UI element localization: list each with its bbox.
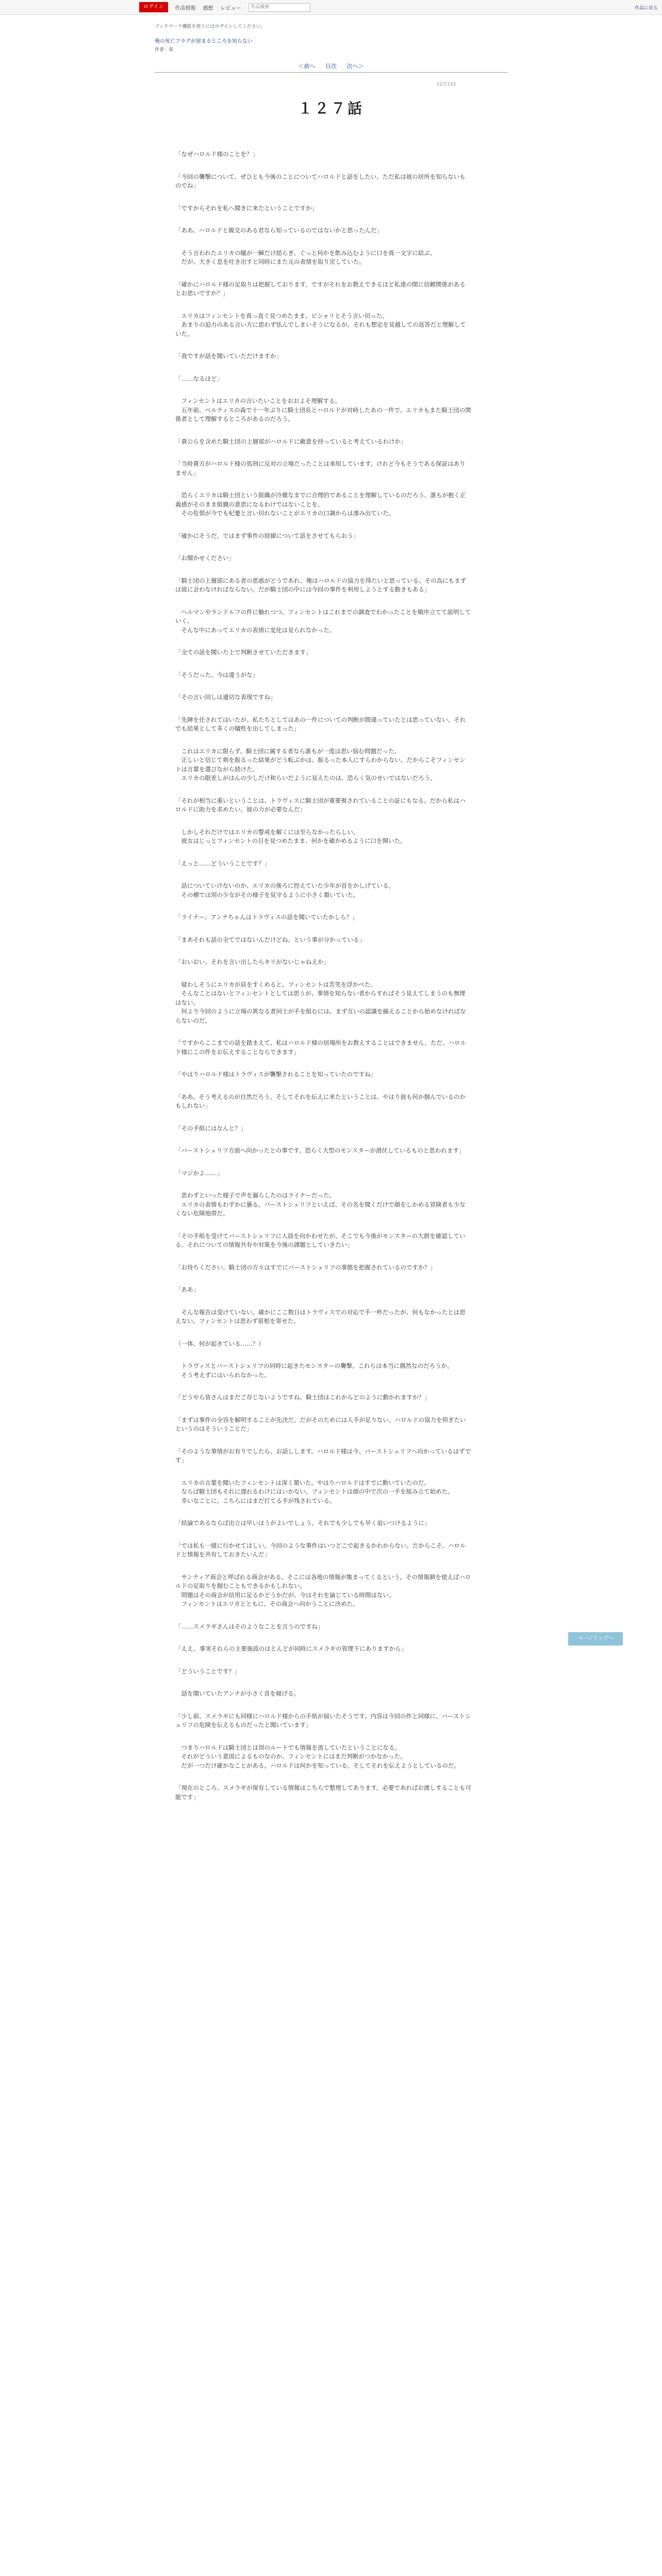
body-paragraph: 「当時貴方がハロルド様の処刑に反対の立場だったことは承知しています。けれど今もそうである保証はありません」 [175, 460, 466, 477]
body-paragraph: つまりハロルドは騎士団とは別のルートでも情報を流していたということになる。 それがどういう意図によるものなのか、フィンセントにはまだ判断がつかなかった。 だが一つだけ確かなことがある。ハロルドは何かを知っている。そしてそれを伝えようとしているのだ。 [181, 1743, 460, 1769]
body-paragraph: 「どういうことです？」 [175, 1667, 241, 1675]
body-paragraph: 「やはりハロルド様はトラヴィスが襲撃されることを知っていたのですね」 [175, 1071, 377, 1078]
prev-chapter-link[interactable]: ＜前へ [298, 63, 316, 70]
nav-impressions[interactable]: 感想 [203, 5, 213, 11]
body-paragraph: 「ライナー、アンナちゃんはトラヴィスの話を聞いていたかしら？」 [175, 913, 358, 921]
body-paragraph: 「そうだった。今は違うがな」 [175, 671, 258, 679]
search-input[interactable] [249, 3, 310, 12]
body-paragraph: 「ですからそれを私へ聞きに来たということですか」 [175, 204, 318, 212]
nav-work-info[interactable]: 作品情報 [175, 5, 196, 11]
login-button[interactable]: ログイン [139, 2, 168, 12]
body-paragraph: 「今回の襲撃について、ぜひとも今後のことについてハロルドと話をしたい。ただ私は彼の居所を知らないものでね」 [175, 173, 466, 189]
body-paragraph: （一体、何が起きている……？） [175, 1340, 264, 1347]
body-paragraph: 疑わしそうにエリカが肩をすくめると、フィンセントは苦笑を浮かべた。 そんなことはないとフィンセントとしては思うが、事情を知らない者からすればそう見えてしまうのも無理はない。 何より今回のように立場の異なる者同士が手を組むには、まず互いの認識を揃えることから始めなければならないのだ。 [175, 980, 466, 1024]
top-nav-inner [139, 0, 310, 14]
body-paragraph: 「そのような事情がお有りでしたら、お話しします。ハロルド様は今、バーストシェリフへ向かっているはずです」 [175, 1447, 471, 1464]
body-paragraph: そう言われたエリカの瞳が一瞬だけ揺らぎ、ぐっと何かを飲み込むように口を真一文字に結ぶ。 だが、大きく息を吐き出すと同時にまた元の表情を取り戻していた。 [181, 249, 436, 265]
notice-suffix: してください。 [233, 24, 266, 29]
notice-prefix: ブックマーク機能を使うには [155, 24, 215, 29]
work-title-link[interactable]: 俺の死亡フラグが留まるところを知らない [155, 39, 253, 44]
author-line [155, 46, 507, 53]
body-paragraph: 「現在のところ、スメラギが保有している情報はこちらで整理してあります。必要であればお渡しすることも可能です」 [175, 1784, 471, 1801]
body-paragraph: サンティア商会と呼ばれる商会がある。そこには各地の情報が集まってくるという。その情報網を使えばハロルドの足取りを掴むこともできるかもしれない。 問題はその商会が信用に足るかどうかだが、今はそれを論じている時間はない。 フィンセントはエリカとともに、その商会へ向かうことに決めた。 [175, 1573, 471, 1607]
page-number: 127/133 [436, 82, 456, 87]
body-paragraph: 「それが相当に重いということは、トラヴィスに騎士団が重要視されていることの証にもなる。だから私はハロルドに助力を求めたい。彼の力が必要なんだ」 [175, 796, 466, 813]
body-paragraph: トラヴィスとバーストシェリフの同時に起きたモンスターの襲撃。これらは本当に偶然なのだろうか。 そう考えずにはいられなかった。 [181, 1362, 453, 1379]
notice-login-link[interactable]: ログイン [214, 24, 233, 29]
body-paragraph: 恐らくエリカは騎士団という組織が冷徹なまでに合理的であることを理解しているのだろう。誰もが抱く正義感がそのまま組織の意思になるわけではないことを。 その危惧が今でも杞憂と言い切れないことがエリカの口調からは滲み出ていた。 [175, 492, 466, 517]
body-paragraph: 思わずといった様子で声を漏らしたのはライナーだった。 エリカの表情もわずかに曇る。バーストシェリフといえば、その名を聞くだけで顔をしかめる冒険者も少なくない危険地帯だ。 [175, 1192, 466, 1217]
body-paragraph: 「マジかよ……」 [175, 1169, 223, 1177]
body-paragraph: 「その手紙にはなんと？」 [175, 1124, 246, 1132]
main-content [155, 23, 507, 1815]
body-paragraph: 「ああ」 [175, 1286, 199, 1293]
body-paragraph: 「どうやら皆さんはまだご存じないようですね。騎士団はこれからどのように動かれますか？」 [175, 1394, 431, 1401]
page-top-button[interactable]: ページトップへ [568, 1632, 623, 1646]
body-paragraph: フィンセントはエリカの言いたいことをおおよそ理解する。 五年前、ベルティスの森で十一年ぶりに騎士団長とハロルドが対峙したあの一件で、エリカもまた騎士団の関係者として理解するところがあるのだろう。 [175, 397, 471, 422]
body-paragraph: 「全ての話を聞いた上で判断させていただきます」 [175, 649, 312, 656]
body-paragraph: 話についていけないのか、エリカの後ろに控えていた少年が首をかしげている。 その横では別の少女がその様子を見守るように小さく頷いていた。 [181, 882, 395, 899]
body-paragraph: 「お待ちください。騎士団の方々はすでにバーストシェリフの事態を把握されているのですか？」 [175, 1263, 436, 1271]
index-link[interactable]: 目次 [325, 63, 337, 70]
body-paragraph: エリカはフィンセントを真っ直ぐ見つめたまま、ピシャリとそう言い切った。 あまりの迫力のある言い方に思わず怯んでしまいそうになるが、それも想定を見越しての返答だと理解していた。 [175, 312, 466, 337]
body-paragraph: 「お聞かせください」 [175, 554, 235, 562]
body-paragraph: 「ええ。事実それらの主要施設のほとんどが同時にスメラギの管理下にありますから」 [175, 1645, 407, 1652]
body-paragraph: これはエリカに限らず、騎士団に属する者なら誰もが一度は思い悩む問題だった。 正しいと信じて剣を振るった結果がどう転ぶかは、振るった本人にすらわからない。だからこそフィンセントは言葉を選びながら続けた。 エリカの眼差しがほんの少しだけ和らいだように見えたのは、恐らく気のせいではないだろう。 [175, 747, 466, 782]
body-paragraph: 「……スメラギさんはそのようなことを言うのですね」 [175, 1622, 324, 1630]
body-paragraph: 「結論であるならば出立は早いほうがよいでしょう。それでも少しでも早く追いつけるように」 [175, 1519, 431, 1527]
body-paragraph: 「バーストシェリフ方面へ向かったとの事です。恐らく大型のモンスターが潜伏しているものと思われます」 [175, 1147, 465, 1154]
body-paragraph: 「では私も一緒に行かせてほしい。今回のような事件はいつどこで起きるかわからない。だからこそ、ハロルドと情報を共有しておきたいんだ」 [175, 1541, 466, 1558]
body-paragraph: ヘルマンやランドルフの件に触れつつ、フィンセントはこれまでの調査でわかったことを順序立てて説明していく。 そんな中にあってエリカの表情に変化は見られなかった。 [175, 608, 471, 634]
back-to-work-link[interactable]: 作品に戻る [634, 6, 658, 11]
body-paragraph: 「まずは事件の全容を解明することが先決だ。だがそのためには人手が足りない。ハロルドの協力を仰ぎたいというのはそういうことだ」 [175, 1416, 466, 1432]
body-paragraph: 「ですからここまでの話を踏まえて、私はハロルド様の居場所をお教えすることはできません。ただ、ハロルド様にこの件をお伝えすることならできます」 [175, 1039, 466, 1056]
chapter-body [155, 150, 507, 1802]
body-paragraph: 「確かにそうだ。ではまず事件の経緯について話をさせてもらおう」 [175, 532, 359, 539]
top-navigation-bar [0, 0, 662, 15]
body-paragraph: 「……なるほど」 [175, 375, 223, 382]
body-paragraph: 「騎士団の上層部にある者の思惑がどうであれ、俺はハロルドの協力を得たいと思っている。その為にもまずは彼に会わなければならない。だが騎士団の中には今回の事件を利用しようとする動きもある」 [175, 577, 467, 593]
body-paragraph: 「おいおい。それを言い出したらキリがないじゃねえか」 [175, 958, 329, 965]
body-paragraph: 「その言い回しは適切な表現ですね」 [175, 693, 276, 701]
body-paragraph: しかしそれだけではエリカの警戒を解くには至らなかったらしい。 彼女はじっとフィンセントの目を見つめたまま、何かを確かめるように口を開いた。 [181, 828, 406, 844]
body-paragraph: 「えっと……どういうことです？」 [175, 859, 270, 867]
nav-reviews[interactable]: レビュー [220, 5, 241, 11]
body-paragraph: 「ああ。そう考えるのが自然だろう。そしてそれを伝えに来たということは、やはり彼も何か掴んでいるのかもしれない」 [175, 1093, 466, 1109]
next-chapter-link[interactable]: 次へ＞ [346, 63, 364, 70]
body-paragraph: 「先陣を任されてはいたが、私たちとしてはあの一件についての判断が間違っていたとは思っていない。それでも結果として多くの犠牲を出してしまった」 [175, 716, 466, 732]
body-paragraph: 「なぜハロルド様のことを？」 [175, 150, 258, 158]
body-paragraph: 話を聞いていたアンナが小さく首を傾げる。 [175, 1690, 300, 1697]
body-paragraph: 「その手紙を受けてバーストシェリフに人員を向かわせたが、そこでも今後がモンスターの大群を確認している。それについての情報共有や対策を今後の課題としていきたい」 [175, 1232, 466, 1248]
author-name[interactable]: 泉 [169, 47, 174, 53]
body-paragraph: 「まあそれも話の全てではないんだけどね。という事が分かっている」 [175, 936, 365, 943]
body-paragraph: そんな報告は受けていない。確かにここ数日はトラヴィスでの対応で手一杯だったが、何もなかったとは思えない。フィンセントは思わず眉根を寄せた。 [175, 1308, 466, 1325]
body-paragraph: 「ああ。ハロルドと親交のある君なら知っているのではないかと思ったんだ」 [175, 227, 383, 234]
body-paragraph: 「確かにハロルド様の足取りは把握しております。ですがそれをお教えできるほど私達の間に信頼関係があるとお思いですか？」 [175, 280, 466, 297]
body-paragraph: 「少し前、スメラギにも同様にハロルド様からの手紙が届いたそうです。内容は今回の件と同様に、バーストシェリフの危険を伝えるものだったと聞いています」 [175, 1712, 471, 1728]
divider [155, 72, 507, 73]
chapter-title: １２７話 [297, 100, 364, 117]
author-label: 作者： [155, 47, 169, 53]
body-paragraph: エリカの言葉を聞いたフィンセントは深く頷いた。やはりハロルドはすでに動いていたのだ。 ならば騎士団もそれに遅れるわけにはいかない。フィンセントは頭の中で次の一手を組み立て始めた。 幸いなことに、こちらにはまだ打てる手が残されている。 [181, 1479, 454, 1504]
body-paragraph: 「我ですが話を聞いていただけますか」 [175, 352, 282, 360]
chapter-pager [155, 62, 507, 70]
body-paragraph: 「貴公らを含めた騎士団の上層部がハロルドに敵意を持っていると考えているわけか」 [175, 437, 407, 445]
bookmark-notice [155, 23, 507, 29]
